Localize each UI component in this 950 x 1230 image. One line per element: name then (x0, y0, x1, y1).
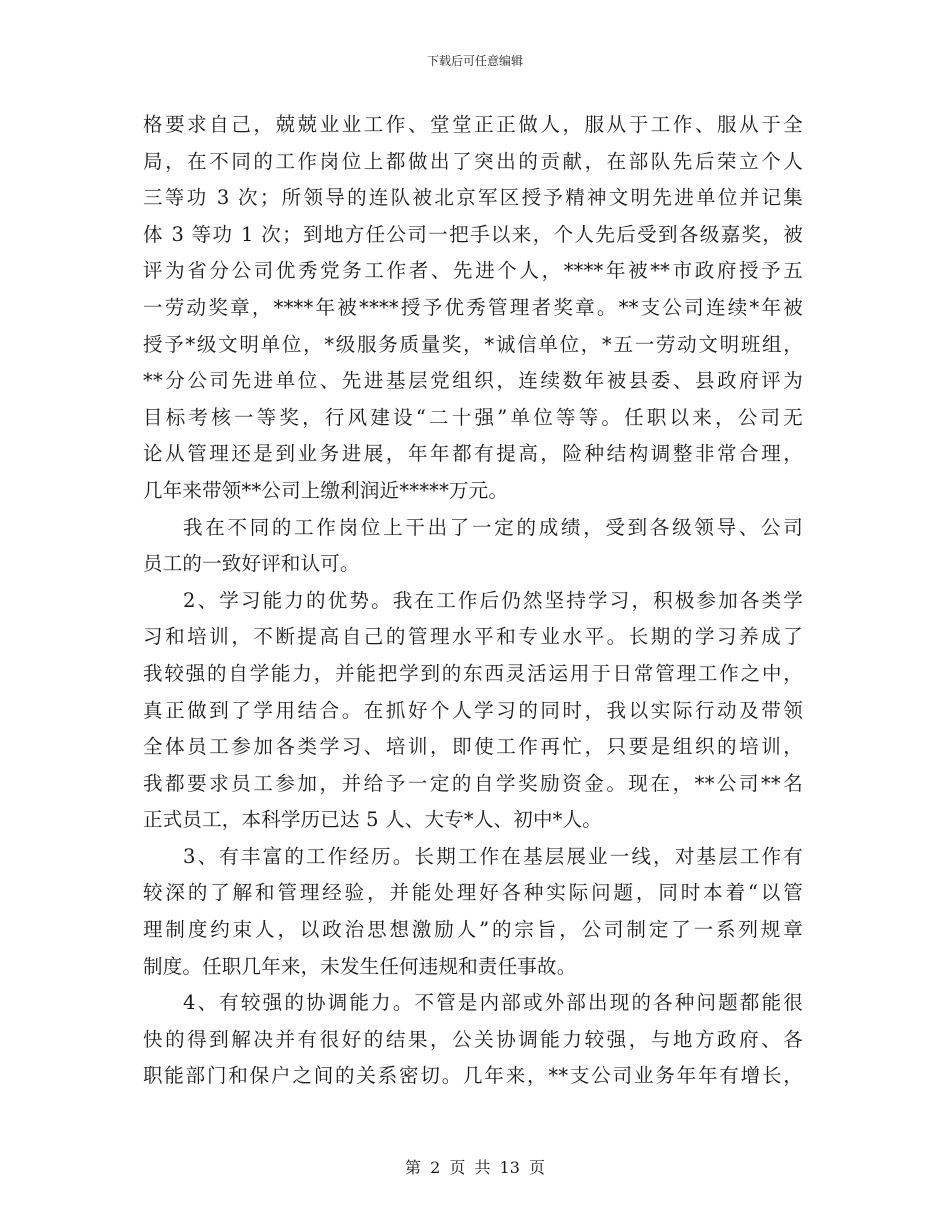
paragraph-line: 体 3 等功 1 次；到地方任公司一把手以来，个人先后受到各级嘉奖，被 (143, 222, 803, 246)
paragraph-line: 全体员工参加各类学习、培训，即使工作再忙，只要是组织的培训， (143, 735, 803, 759)
paragraph-line: 理制度约束人，以政治思想激励人”的宗旨，公司制定了一系列规章 (143, 918, 803, 942)
paragraph-line: 较深的了解和管理经验，并能处理好各种实际问题，同时本着“以管 (143, 881, 803, 905)
page-footer: 第 2 页 共 13 页 (405, 1158, 545, 1177)
paragraph-line: 制度。任职几年来，未发生任何违规和责任事故。 (143, 954, 577, 978)
paragraph-line: 评为省分公司优秀党务工作者、先进个人，****年被**市政府授予五 (143, 259, 803, 283)
paragraph-line: 真正做到了学用结合。在抓好个人学习的同时，我以实际行动及带领 (143, 698, 803, 722)
paragraph-line: 目标考核一等奖，行风建设“二十强”单位等等。任职以来，公司无 (143, 405, 803, 429)
document-body (143, 107, 803, 1095)
paragraph-line: 3、有丰富的工作经历。长期工作在基层展业一线，对基层工作有 (183, 844, 803, 868)
paragraph-line: 格要求自己，兢兢业业工作、堂堂正正做人，服从于工作、服从于全 (143, 113, 803, 136)
paragraph-line: 2、学习能力的优势。我在工作后仍然坚持学习，积极参加各类学 (183, 588, 803, 612)
paragraph-line: 我在不同的工作岗位上干出了一定的成绩，受到各级领导、公司 (183, 515, 803, 539)
paragraph-line: 4、有较强的协调能力。不管是内部或外部出现的各种问题都能很 (183, 991, 803, 1015)
paragraph-line: 几年来带领**公司上缴利润近*****万元。 (143, 478, 509, 502)
paragraph-line: 一劳动奖章，****年被****授予优秀管理者奖章。**支公司连续*年被 (143, 295, 803, 319)
paragraph-line: 我较强的自学能力，并能把学到的东西灵活运用于日常管理工作之中， (143, 661, 803, 685)
paragraph-line: 局，在不同的工作岗位上都做出了突出的贡献，在部队先后荣立个人 (143, 149, 803, 173)
paragraph-line: 授予*级文明单位，*级服务质量奖，*诚信单位，*五一劳动文明班组， (143, 332, 803, 356)
paragraph-line: 三等功 3 次；所领导的连队被北京军区授予精神文明先进单位并记集 (143, 186, 803, 210)
paragraph-line: 正式员工，本科学历已达 5 人、大专*人、初中*人。 (143, 808, 603, 832)
paragraph-line: 习和培训，不断提高自己的管理水平和专业水平。长期的学习养成了 (143, 625, 803, 649)
paragraph-line: 职能部门和保户之间的关系密切。几年来，**支公司业务年年有增长， (143, 1064, 803, 1088)
paragraph-line: 员工的一致好评和认可。 (143, 552, 360, 576)
paragraph-line: **分公司先进单位、先进基层党组织，连续数年被县委、县政府评为 (143, 369, 803, 393)
page-header: 下载后可任意编辑 (426, 54, 523, 68)
paragraph-line: 我都要求员工参加，并给予一定的自学奖励资金。现在，**公司**名 (143, 771, 803, 795)
paragraph-line: 论从管理还是到业务进展，年年都有提高，险种结构调整非常合理， (143, 442, 803, 466)
paragraph-line: 快的得到解决并有很好的结果，公关协调能力较强，与地方政府、各 (143, 1027, 803, 1051)
